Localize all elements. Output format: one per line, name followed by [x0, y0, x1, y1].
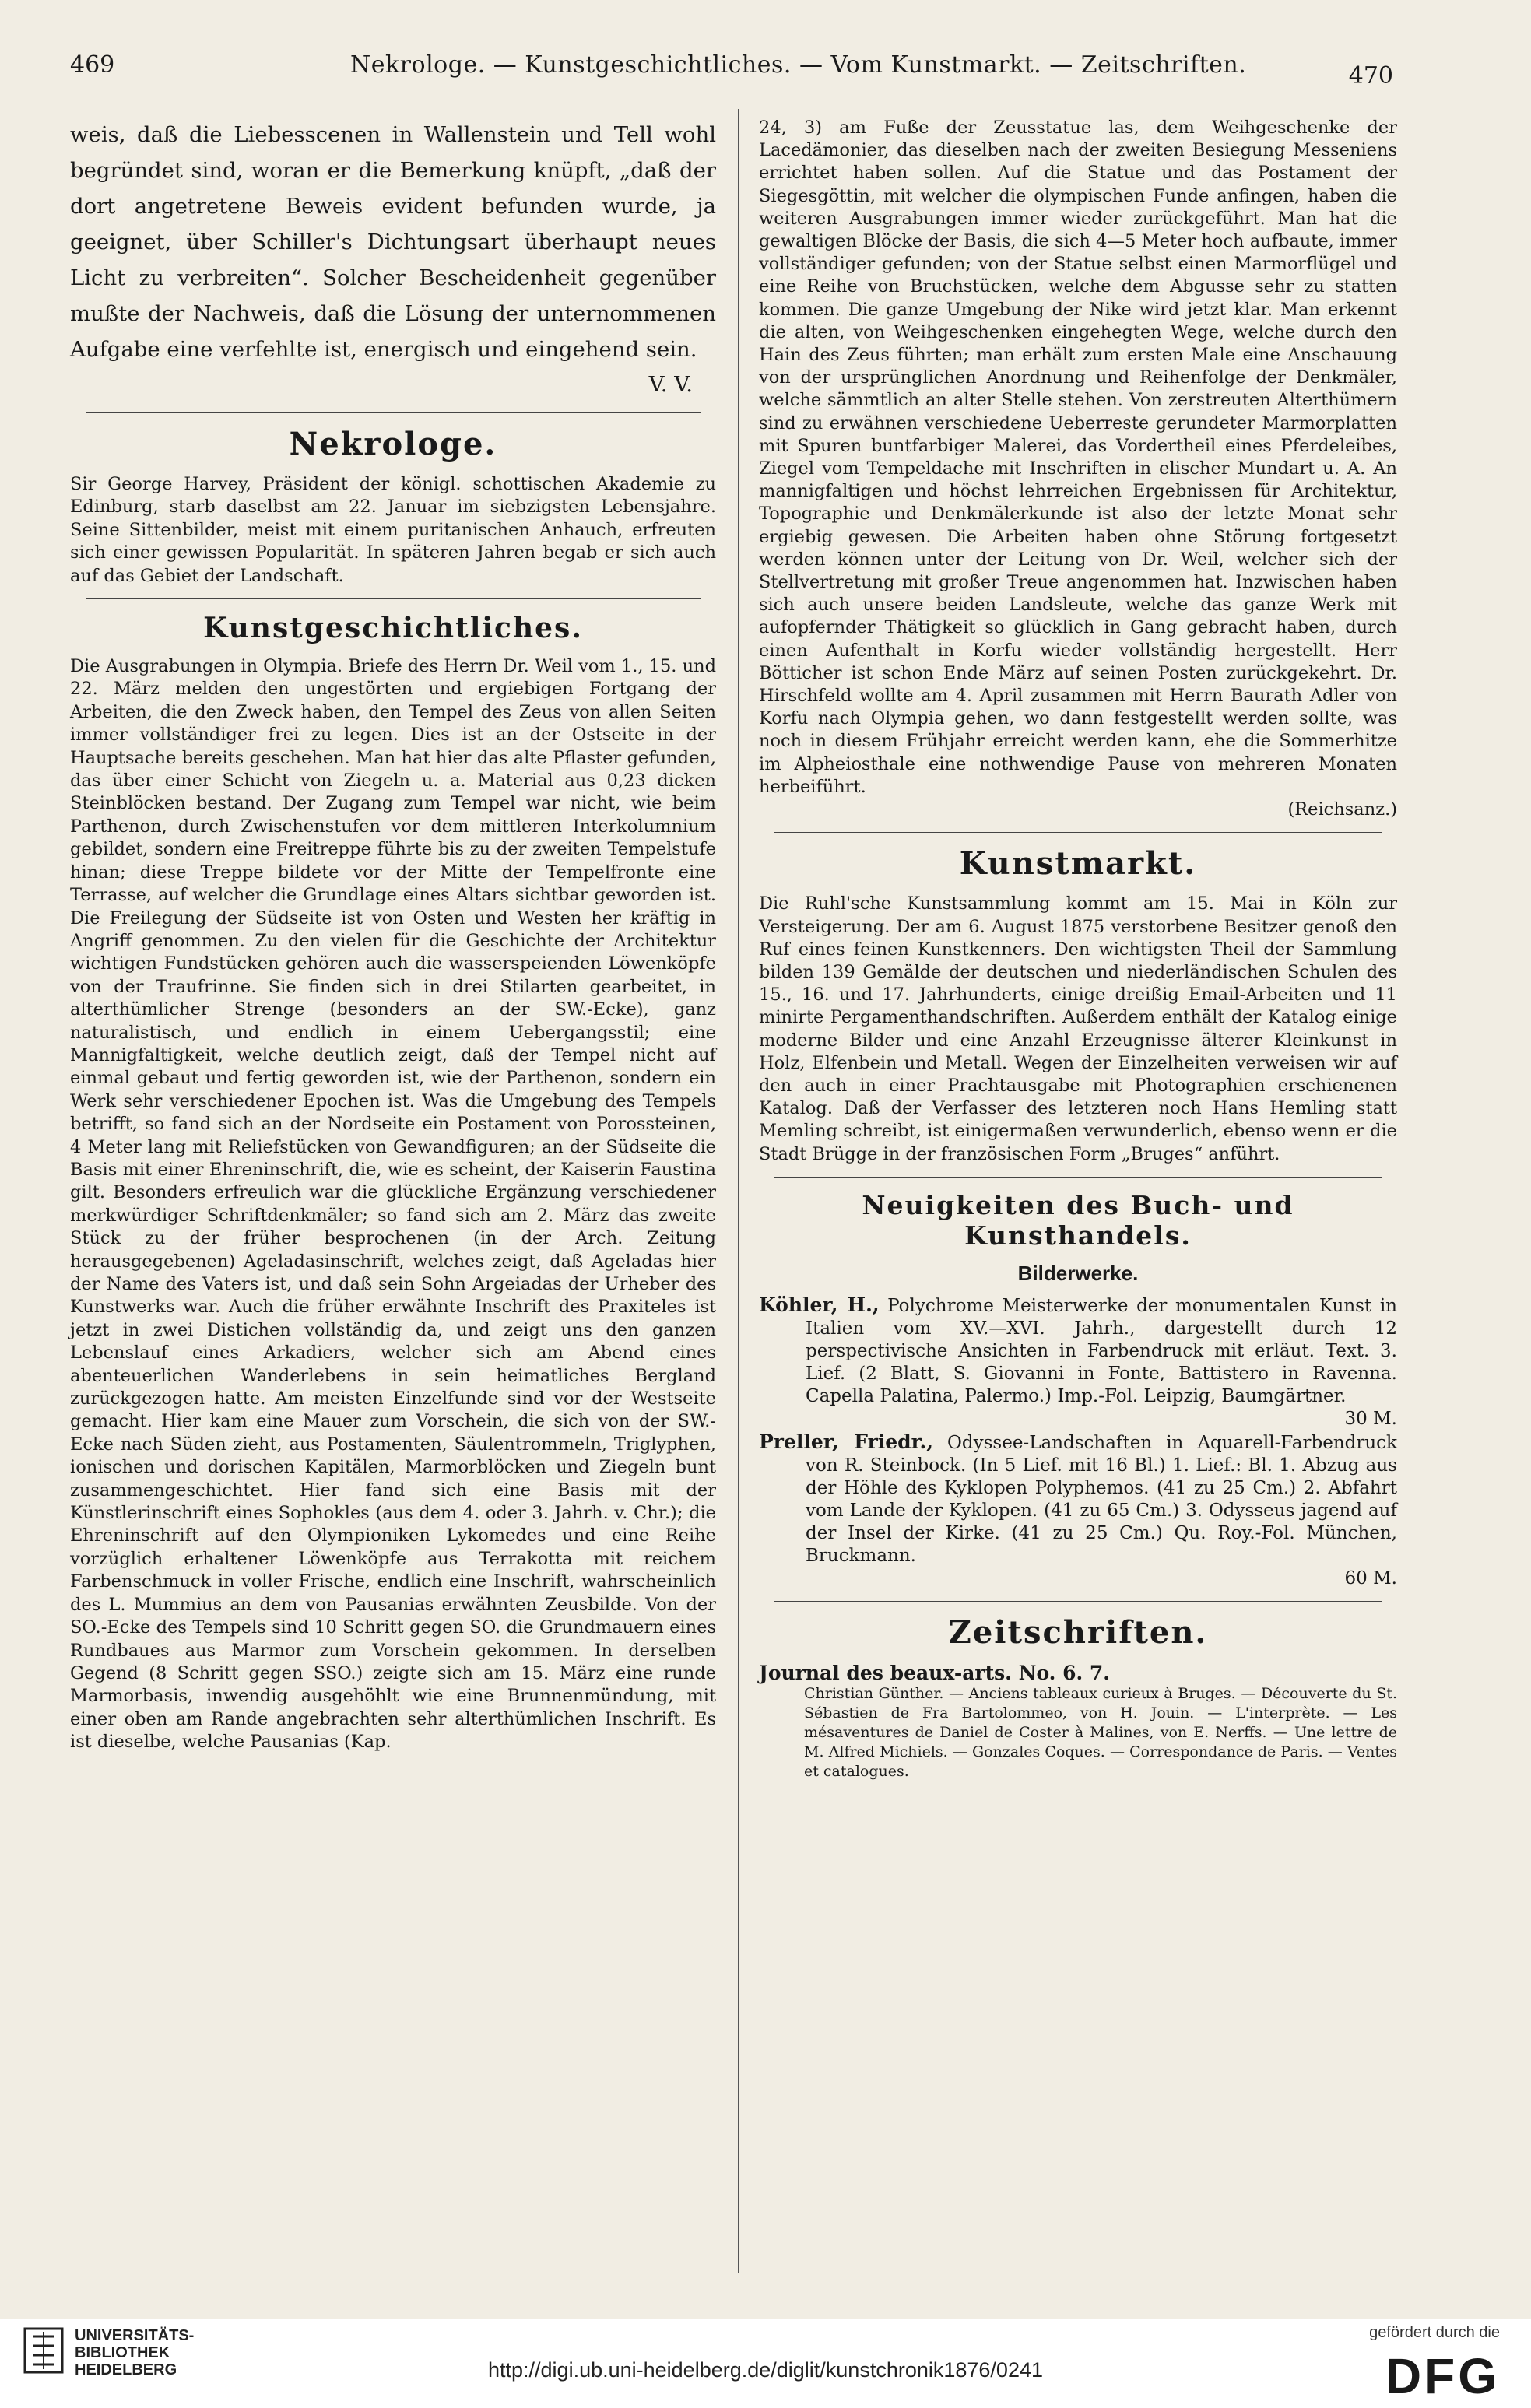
entry-author: Preller, Friedr.,	[759, 1430, 933, 1453]
olympia-article-text: Die Ausgrabungen in Olympia. Briefe des Herrn Dr. Weil vom 1., 15. und 22. März melden den ungestörten und ergiebigen Fortgang der Arbeiten, die den Zweck haben, den Tempel des Zeus von allen Seiten immer vollständiger frei zu legen. Dies ist an der Ostseite in der Hauptsache bereits geschehen. Man hat hier das alte Pflaster gefunden, das über einer Schicht von Ziegeln u. a. Material aus 0,23 dicken Steinblöcken bestand. Der Zugang zum Tempel war nicht, wie beim Parthenon, durch Zwischenstufen vor dem mittleren Interkolumnium gebildet, sondern eine Freitreppe führte bis zu der zweiten Tempelstufe hinan; diese Treppe bildete vor der Mitte der Tempelfronte eine Terrasse, auf welcher die Grundlage eines Altars sichtbar geworden ist. Die Freilegung der Südseite ist von Osten und Westen her kräftig in Angriff genommen. Zu den vielen für die Geschichte der Architektur wichtigen Fundstücken gehören auch die wasserspeienden Löwenköpfe von der Traufrinne. Sie finden sich in drei Stilarten gearbeitet, in alterthümlicher Strenge (besonders an der SW.-Ecke), ganz naturalistisch, und endlich in einem Uebergangsstil; eine Mannigfaltigkeit, welche deutlich zeigt, daß der Tempel nicht auf einmal gebaut und fertig geworden ist, wie der Parthenon, sondern ein Werk sehr verschiedener Epochen ist. Was die Umgebung des Tempels betrifft, so fand sich an der Nordseite ein Postament von Porossteinen, 4 Meter lang mit Reliefstücken von Gewandfiguren; an der Südseite die Basis mit einer Ehreninschrift, die, wie es scheint, der Kaiserin Faustina gilt. Besonders erfreulich war die glückliche Ergänzung verschiedener merkwürdiger Schriftdenkmäler; so fand sich am 2. März das zweite Stück zu der früher besprochenen (in der Arch. Zeitung herausgegebenen) Ageladasinschrift, welches zeigt, daß Ageladas hier der Name des Vaters ist, und daß sein Sohn Argeiadas der Urheber des Kunstwerks war. Auch die früher erwähnte Inschrift des Praxiteles ist jetzt in zwei Distichen vollständig da, und zeigt uns den ganzen Lebenslauf eines Arkadiers, welcher sich am Abend eines abenteuerlichen Wanderlebens in sein heimatliches Bergland zurückgezogen hatte. Am meisten Einzelfunde sind vor der Westseite gemacht. Hier kam eine Mauer zum Vorschein, die sich von der SW.-Ecke nach Süden zieht, aus Postamenten, Säulentrommeln, Triglyphen, ionischen und dorischen Kapitälen, Marmorblöcken und Ziegeln bunt zusammengeschichtet. Hier fand sich eine Basis mit der Künstlerinschrift eines Sophokles (aus dem 4. oder 3. Jahrh. v. Chr.); die Ehreninschrift auf den Olympioniken Lykomedes und eine Reihe vorzüglich erhaltener Löwenköpfe aus Terrakotta mit reichem Farbenschmuck in voller Frische, endlich eine Inschrift, wahrscheinlich des L. Mummius an dem von Pausanias erwähnten Zeusbilde. Von der SO.-Ecke des Tempels sind 10 Schritt gegen SO. die Grundmauern eines Rundbaues aus Marmor zum Vorschein gekommen. In derselben Gegend (8 Schritt gegen SSO.) zeigte sich am 15. März eine runde Marmorbasis, inwendig ausgehöhlt wie eine Brunnenmündung, mit einer oben am Rande angebrachten sehr alterthümlichen Inschrift. Es ist dieselbe, welche Pausanias (Kap.	[70, 656, 716, 1753]
section-rule	[774, 832, 1382, 833]
nekrologe-heading: Nekrologe.	[289, 426, 497, 462]
entry-author: Köhler, H.,	[759, 1293, 880, 1316]
section-rule	[86, 598, 701, 599]
intro-paragraph: weis, daß die Liebesscenen in Wallenstein und Tell wohl begründet sind, woran er die Bemerkung knüpft, „daß der dort angetretene Beweis evident befunden wurde, ja geeignet, über Schiller's Dichtungsart überhaupt neues Licht zu verbreiten“. Solcher Bescheidenheit gegenüber mußte der Nachweis, daß die Lösung der unternommenen Aufgabe eine verfehlte ist, energisch und eingehend sein.	[70, 122, 716, 362]
source-url[interactable]: http://digi.ub.uni-heidelberg.de/diglit/kunstchronik1876/0241	[488, 2358, 1043, 2382]
nekrologe-text: Sir George Harvey, Präsident der königl. schottischen Akademie zu Edinburg, starb daselbst am 22. Januar im siebzigsten Lebensjahre. Seine Sittenbilder, meist mit einem puritanischen Anhauch, erfreuten sich einer gewissen Popularität. In späteren Jahren begab er sich auch auf das Gebiet der Landschaft.	[70, 474, 716, 586]
entry-description: Odyssee-Landschaften in Aquarell-Farbendruck von R. Steinbock. (In 5 Lief. mit 16 Bl.) 1. Lief.: Bl. 1. Abzug aus der Höhle des Kyklopen Polyphemos. (41 zu 25 Cm.) 2. Abfahrt vom Lande der Kyklopen. (41 zu 65 Cm.) 3. Odysseus jagend auf der Insel der Kirke. (41 zu 25 Cm.) Qu. Roy.-Fol. München, Bruckmann.	[806, 1432, 1397, 1566]
journal-contents: Christian Günther. — Anciens tableaux curieux à Bruges. — Découverte du St. Sébastien de Fra Bartolommeo, von H. Jouin. — L'interprète. — Les mésaventures de Daniel de Coster à Malines, von E. Nerffs. — Une lettre de M. Alfred Michiels. — Gonzales Coques. — Correspondance de Paris. — Ventes et catalogues.	[804, 1684, 1397, 1780]
zeitschriften-heading: Zeitschriften.	[948, 1613, 1208, 1651]
right-column	[759, 117, 1397, 1781]
entry-price: 30 M.	[1344, 1408, 1397, 1429]
page-number-right: 470	[1348, 62, 1393, 90]
entry-description: Polychrome Meisterwerke der monumentalen Kunst in Italien vom XV.—XVI. Jahrh., dargestellt durch 12 perspectivische Ansichten in Farbendruck mit erläut. Text. 3. Lief. (2 Blatt, S. Giovanni in Fonte, Battistero in Ravenna. Capella Palatina, Palermo.) Imp.-Fol. Leipzig, Baumgärtner.	[806, 1295, 1397, 1406]
kunstmarkt-text: Die Ruhl'sche Kunstsammlung kommt am 15. Mai in Köln zur Versteigerung. Der am 6. August 1875 verstorbene Besitzer genoß den Ruf eines feinen Kunstkenners. Den wichtigsten Theil der Sammlung bilden 139 Gemälde der deutschen und niederländischen Schulen des 15., 16. und 17. Jahrhunderts, einige dreißig Email-Arbeiten und 11 minirte Pergamenthandschriften. Außerdem enthält der Katalog einige moderne Bilder und eine Anzahl Erzeugnisse älterer Kleinkunst in Holz, Elfenbein und Metall. Wegen der Einzelheiten verweisen wir auf den auch in einer Prachtausgabe mit Photographien erschienenen Katalog. Daß der Verfasser des letzteren noch Hans Hemling statt Memling schreibt, ist einigermaßen verwunderlich, ebenso wenn er die Stadt Brügge in der französischen Form „Bruges“ anführt.	[759, 893, 1397, 1164]
book-entry	[759, 1294, 1397, 1430]
olympia-article-continued: 24, 3) am Fuße der Zeusstatue las, dem Weihgeschenke der Lacedämonier, das dieselben nach der zweiten Besiegung Messeniens errichtet haben sollen. Auf die Statue und das Postament der Siegesgöttin, mit welcher die olympischen Funde anfingen, haben die weiteren Ausgrabungen immer wieder zurückgeführt. Man hat die gewaltigen Blöcke der Basis, die sich 4—5 Meter hoch aufbaute, immer vollständiger gefunden; von der Statue selbst einen Marmorflügel und eine Reihe von Bruchstücken, welche dem Abgusse sehr zu statten kommen. Die ganze Umgebung der Nike wird jetzt klar. Man erkennt die alten, von Weihgeschenken eingehegten Wege, welche durch den Hain des Zeus führten; man erhält zum ersten Male eine Anschauung von der ursprünglichen Anordnung und Reihenfolge der Denkmäler, welche sämmtlich an alter Stelle stehen. Von zerstreuten Alterthümern sind zu erwähnen verschiedene Ueberreste gerundeter Marmorplatten mit Spuren buntfarbiger Malerei, das Vordertheil eines Pferdeleibes, Ziegel vom Tempeldache mit Inschriften in elischer Mundart u. A. An mannigfaltigen und höchst lehrreichen Ergebnissen für Architektur, Topographie und Denkmälerkunde ist also der letzte Monat sehr ergiebig gewesen. Die Arbeiten haben ohne Störung fortgesetzt werden können unter der Leitung von Dr. Weil, welcher sich der Stellvertretung mit großer Treue angenommen hat. Inzwischen haben sich auch unsere beiden Landsleute, welche das ganze Werk mit aufopfernder Thätigkeit so glücklich in Gang gebracht haben, durch einen Aufenthalt in Korfu wieder vollständig hergestellt. Herr Bötticher ist schon Ende März auf seinen Posten zurückgekehrt. Dr. Hirschfeld wollte am 4. April zusammen mit Herrn Baurath Adler von Korfu nach Olympia gehen, wo dann festgestellt werden sollte, was noch in diesem Frühjahr erreicht werden kann, ehe die Sommerhitze im Alpheiosthale eine nothwendige Pause von mehreren Monaten herbeiführt.	[759, 118, 1397, 797]
funding-note: gefördert durch die	[1369, 2324, 1500, 2341]
section-rule	[86, 412, 701, 413]
neuigkeiten-heading: Neuigkeiten des Buch- und Kunsthandels.	[862, 1189, 1294, 1251]
running-head	[70, 51, 1393, 90]
bilderwerke-heading: Bilderwerke.	[1017, 1261, 1139, 1285]
page-number-left: 469	[70, 51, 115, 79]
entry-price: 60 M.	[1344, 1567, 1397, 1588]
library-name-line: UNIVERSITÄTS-	[75, 2327, 195, 2344]
book-entry	[759, 1430, 1397, 1590]
dfg-logo: DFG	[1385, 2348, 1500, 2404]
left-column	[70, 117, 716, 1754]
intro-signature: V. V.	[648, 372, 693, 397]
running-head-title: Nekrologe. — Kunstgeschichtliches. — Vom Kunstmarkt. — Zeitschriften.	[350, 51, 1247, 79]
column-divider	[738, 109, 739, 2273]
section-rule	[774, 1601, 1382, 1602]
kunstgeschichtliches-heading: Kunstgeschichtliches.	[203, 612, 583, 645]
section-rule	[774, 1177, 1382, 1178]
kunstmarkt-heading: Kunstmarkt.	[959, 845, 1197, 883]
article-source: (Reichsanz.)	[1287, 799, 1397, 820]
library-name-line: BIBLIOTHEK	[75, 2344, 170, 2361]
journal-title: Journal des beaux-arts. No. 6. 7.	[759, 1661, 1110, 1684]
library-name-line: HEIDELBERG	[75, 2361, 177, 2378]
